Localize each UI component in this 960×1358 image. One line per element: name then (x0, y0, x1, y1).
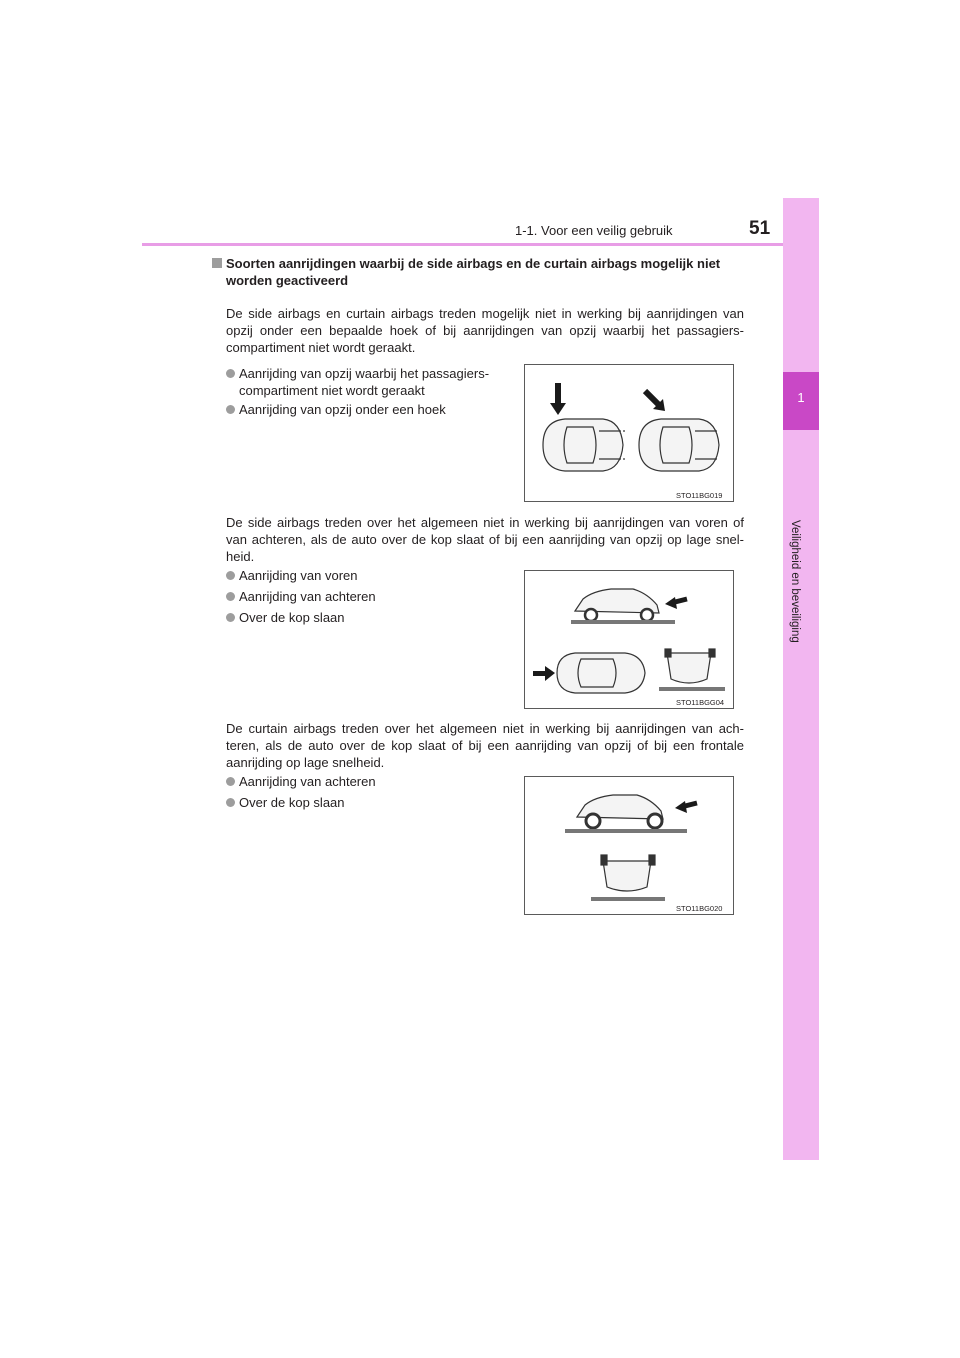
round-bullet-icon (226, 798, 235, 807)
list-item (226, 567, 506, 584)
figure-code: STO11BG020 (676, 904, 723, 913)
figure-side-impact (524, 364, 734, 502)
figure-rear-rollover (524, 776, 734, 915)
running-header-section: 1-1. Voor een veilig gebruik (515, 223, 673, 238)
list-item (226, 365, 506, 399)
list-item (226, 773, 506, 790)
list-item-text: Aanrijding van opzij onder een hoek (239, 402, 446, 417)
arrow-icon (675, 801, 697, 813)
list-item-text: Aanrijding van achteren (239, 589, 376, 604)
list-item-text: Over de kop slaan (239, 610, 345, 625)
figure-front-rear-rollover (524, 570, 734, 709)
chapter-title: Veiligheid en beveiliging (789, 520, 801, 643)
list-item-text: Aanrijding van voren (239, 568, 358, 583)
list-item-text: Aanrijding van opzij waarbij het passagiers-compartiment niet wordt geraakt (239, 366, 490, 398)
square-bullet-icon (212, 258, 222, 268)
figure-front-rear-rollover-illustration (525, 571, 733, 708)
car-rollover (601, 855, 655, 891)
paragraph-2: De side airbags treden over het algemeen niet in werking bij aanrijdingen van voren of van achteren, als de auto over de kop slaat of bij een aanrijding van opzij op lage snel-heid. (226, 515, 744, 564)
list-item (226, 794, 506, 811)
round-bullet-icon (226, 613, 235, 622)
list-item (226, 609, 506, 626)
arrow-icon (645, 391, 665, 411)
list-item-text: Over de kop slaan (239, 795, 345, 810)
car-top-view (543, 419, 625, 471)
car-top-view (639, 419, 719, 471)
section-heading (212, 255, 752, 289)
figure-code: STO11BGG04 (676, 698, 725, 707)
arrow-icon (665, 597, 687, 609)
paragraph-3: De curtain airbags treden over het algemeen niet in werking bij aanrijdingen van ach-teren, als de auto over de kop slaat of bij een aanrijding van opzij of bij een frontale aanrijding op lage snelheid. (226, 721, 744, 770)
round-bullet-icon (226, 405, 235, 414)
car-side-view (577, 795, 663, 828)
chapter-side-tab (783, 198, 819, 1160)
list-item-text: Aanrijding van achteren (239, 774, 376, 789)
arrow-icon (533, 666, 555, 681)
car-rollover (665, 649, 715, 683)
arrow-icon (550, 383, 566, 415)
car-top-view (557, 653, 645, 693)
page-number: 51 (749, 218, 771, 239)
round-bullet-icon (226, 369, 235, 378)
round-bullet-icon (226, 777, 235, 786)
list-item (226, 401, 506, 418)
round-bullet-icon (226, 571, 235, 580)
paragraph-1: De side airbags en curtain airbags treden mogelijk niet in werking bij aanrijdingen van opzij onder een bepaalde hoek of bij aanrijdingen van opzij waarbij het passagiers-compartiment niet wordt geraakt. (226, 306, 744, 355)
car-side-view (575, 589, 659, 621)
figure-side-impact-illustration (525, 365, 733, 501)
header-divider (142, 243, 819, 246)
chapter-number: 1 (797, 390, 805, 405)
figure-rear-rollover-illustration (525, 777, 733, 914)
list-item (226, 588, 506, 605)
figure-code: STO11BG019 (676, 491, 723, 500)
section-heading-text: Soorten aanrijdingen waarbij de side airbags en de curtain airbags mogelijk niet worden geactiveerd (226, 256, 721, 288)
round-bullet-icon (226, 592, 235, 601)
